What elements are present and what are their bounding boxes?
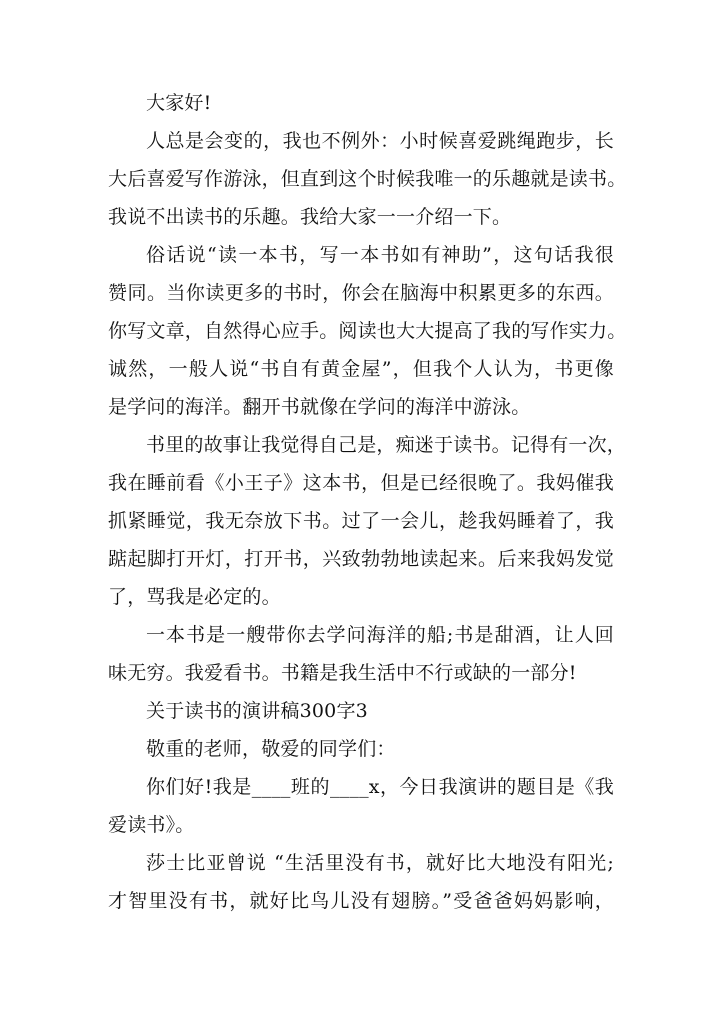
text-line: 踮起脚打开灯，打开书，兴致勃勃地读起来。后来我妈发觉 bbox=[108, 548, 614, 570]
text-line: 大后喜爱写作游泳，但直到这个时候我唯一的乐趣就是读书。 bbox=[108, 168, 627, 190]
text-line: 敬重的老师，敬爱的同学们： bbox=[146, 738, 396, 760]
text-line: 诚然，一般人说“书自有黄金屋”，但我个人认为，书更像 bbox=[108, 358, 614, 380]
text-line: 关于读书的演讲稿300字3 bbox=[146, 700, 368, 722]
salutation bbox=[108, 730, 614, 768]
text-line: 我说不出读书的乐趣。我给大家一一介绍一下。 bbox=[108, 206, 512, 228]
text-line: 莎士比亚曾说 “生活里没有书，就好比大地没有阳光; bbox=[146, 852, 614, 874]
text-line: 大家好! bbox=[146, 92, 212, 114]
text-line: 才智里没有书，就好比鸟儿没有翅膀。”受爸爸妈妈影响， bbox=[108, 890, 614, 912]
greeting-paragraph bbox=[108, 84, 614, 122]
text-line: 是学问的海洋。翻开书就像在学问的海洋中游泳。 bbox=[108, 396, 531, 418]
text-line: 一本书是一艘带你去学问海洋的船;书是甜酒，让人回 bbox=[146, 624, 614, 646]
paragraph-shakespeare bbox=[108, 844, 614, 920]
paragraph-intro bbox=[108, 768, 614, 844]
text-line: 赞同。当你读更多的书时，你会在脑海中积累更多的东西。 bbox=[108, 282, 614, 304]
text-line: 你写文章，自然得心应手。阅读也大大提高了我的写作实力。 bbox=[108, 320, 627, 342]
paragraph-change bbox=[108, 122, 627, 236]
text-line: 俗话说“读一本书，写一本书如有神助”，这句话我很 bbox=[146, 244, 614, 266]
document-body bbox=[108, 84, 627, 920]
text-line: 你们好!我是____班的____x，今日我演讲的题目是《我 bbox=[146, 776, 614, 798]
text-line: 抓紧睡觉，我无奈放下书。过了一会儿，趁我妈睡着了，我 bbox=[108, 510, 614, 532]
text-line: 了，骂我是必定的。 bbox=[108, 586, 281, 608]
text-line: 书里的故事让我觉得自己是，痴迷于读书。记得有一次， bbox=[146, 434, 627, 456]
text-line: 我在睡前看《小王子》这本书，但是已经很晚了。我妈催我 bbox=[108, 472, 614, 494]
section-heading bbox=[108, 692, 614, 730]
text-line: 味无穷。我爱看书。书籍是我生活中不行或缺的一部分! bbox=[108, 662, 577, 684]
text-line: 人总是会变的，我也不例外：小时候喜爱跳绳跑步，长 bbox=[146, 130, 614, 152]
paragraph-proverb bbox=[108, 236, 627, 426]
text-line: 爱读书》。 bbox=[108, 814, 195, 836]
paragraph-boat bbox=[108, 616, 614, 692]
paragraph-story bbox=[108, 426, 627, 616]
